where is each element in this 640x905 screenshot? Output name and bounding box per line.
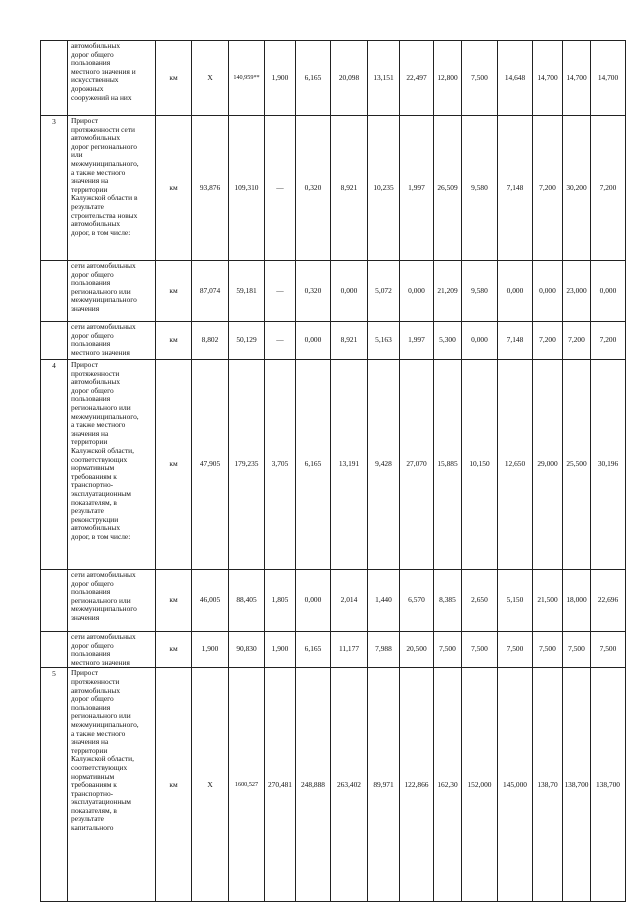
table-row [41,41,626,116]
value-cell: 1,900 [265,41,296,116]
value-cell: 1,900 [265,632,296,668]
value-cell: 3,705 [265,360,296,570]
value-cell: 7,148 [498,322,533,360]
value-cell: 6,165 [296,360,331,570]
value-cell: 7,200 [533,322,563,360]
value-cell: 0,000 [331,261,368,322]
value-cell: 8,921 [331,116,368,261]
value-cell: 21,209 [434,261,462,322]
road-indicators-table [40,40,626,902]
value-cell: 9,580 [462,116,498,261]
value-cell: 7,200 [591,116,626,261]
indicator-name-cell: сети автомобильных дорог общего пользования регионального или межмуниципального значения [68,261,156,322]
unit-cell: км [156,261,192,322]
value-cell: 138,700 [591,668,626,902]
value-cell: 10,150 [462,360,498,570]
value-cell: 12,800 [434,41,462,116]
value-cell: 0,320 [296,261,331,322]
value-cell: 7,200 [563,322,591,360]
value-cell: 6,165 [296,41,331,116]
value-cell: 1600,527 [229,668,265,902]
table-row [41,261,626,322]
value-cell: 162,30 [434,668,462,902]
value-cell: 13,151 [368,41,400,116]
value-cell: 7,500 [563,632,591,668]
value-cell: 7,200 [533,116,563,261]
indicator-name-cell: Прирост протяженности автомобильных дорог общего пользования регионального или межмуниципального, а также местного значения на территории Калужской области, соответствующих нормативным требованиям к транспортно- эксплуатационным показателям, в результате капитального [68,668,156,902]
value-cell: 0,000 [462,322,498,360]
value-cell: 1,900 [192,632,229,668]
row-number-cell [41,632,68,668]
indicator-name-cell: Прирост протяженности сети автомобильных дорог регионального или межмуниципального, а также местного значения на территории Калужской области в результате строительства новых автомобильных дорог, в том числе: [68,116,156,261]
value-cell: 1,440 [368,570,400,632]
indicator-name-cell: сети автомобильных дорог общего пользования местного значения [68,632,156,668]
value-cell: 18,000 [563,570,591,632]
value-cell: 0,000 [591,261,626,322]
value-cell: 1,997 [400,322,434,360]
value-cell: 7,500 [462,41,498,116]
value-cell: 59,181 [229,261,265,322]
row-number-cell [41,322,68,360]
value-cell: X [192,668,229,902]
table-row [41,322,626,360]
value-cell: 5,300 [434,322,462,360]
value-cell: 6,570 [400,570,434,632]
value-cell: 109,310 [229,116,265,261]
value-cell: — [265,116,296,261]
row-number-cell: 4 [41,360,68,570]
value-cell: 88,405 [229,570,265,632]
unit-cell: км [156,668,192,902]
value-cell: 0,000 [296,322,331,360]
value-cell: 5,150 [498,570,533,632]
indicator-name-cell: сети автомобильных дорог общего пользования местного значения [68,322,156,360]
value-cell: 0,000 [498,261,533,322]
value-cell: 50,129 [229,322,265,360]
value-cell: 122,866 [400,668,434,902]
value-cell: 145,000 [498,668,533,902]
table-row [41,632,626,668]
value-cell: 22,497 [400,41,434,116]
value-cell: 20,500 [400,632,434,668]
value-cell: — [265,261,296,322]
value-cell: 22,696 [591,570,626,632]
value-cell: 0,000 [400,261,434,322]
unit-cell: км [156,632,192,668]
value-cell: 7,500 [434,632,462,668]
value-cell: 138,700 [563,668,591,902]
value-cell: 7,148 [498,116,533,261]
table-body [41,41,626,902]
value-cell: 270,481 [265,668,296,902]
value-cell: 11,177 [331,632,368,668]
value-cell: 7,500 [462,632,498,668]
row-number-cell [41,41,68,116]
table-row [41,360,626,570]
value-cell: 27,070 [400,360,434,570]
value-cell: 12,650 [498,360,533,570]
value-cell: 6,165 [296,632,331,668]
value-cell: 263,402 [331,668,368,902]
value-cell: 7,988 [368,632,400,668]
row-number-cell: 3 [41,116,68,261]
value-cell: 140,959** [229,41,265,116]
value-cell: 10,235 [368,116,400,261]
value-cell: 8,385 [434,570,462,632]
value-cell: 0,320 [296,116,331,261]
value-cell: 14,700 [533,41,563,116]
table-row [41,668,626,902]
value-cell: 7,200 [591,322,626,360]
value-cell: X [192,41,229,116]
value-cell: 5,163 [368,322,400,360]
value-cell: 8,802 [192,322,229,360]
value-cell: 0,000 [296,570,331,632]
value-cell: 5,072 [368,261,400,322]
value-cell: 87,074 [192,261,229,322]
value-cell: 20,098 [331,41,368,116]
unit-cell: км [156,41,192,116]
value-cell: 90,830 [229,632,265,668]
unit-cell: км [156,116,192,261]
value-cell: 1,805 [265,570,296,632]
value-cell: 0,000 [533,261,563,322]
unit-cell: км [156,570,192,632]
value-cell: 7,500 [498,632,533,668]
value-cell: 9,428 [368,360,400,570]
table-row [41,116,626,261]
value-cell: 30,196 [591,360,626,570]
value-cell: 152,000 [462,668,498,902]
unit-cell: км [156,360,192,570]
indicator-name-cell: сети автомобильных дорог общего пользования регионального или межмуниципального значения [68,570,156,632]
value-cell: 7,500 [591,632,626,668]
value-cell: 23,000 [563,261,591,322]
value-cell: 14,648 [498,41,533,116]
value-cell: 47,905 [192,360,229,570]
value-cell: 2,650 [462,570,498,632]
value-cell: — [265,322,296,360]
value-cell: 26,509 [434,116,462,261]
indicator-name-cell: Прирост протяженности автомобильных дорог общего пользования регионального или межмуниципального, а также местного значения на территории Калужской области, соответствующих нормативным требованиям к транспортно- эксплуатационным показателям, в результате реконструкции автомобильных дорог, в том числе: [68,360,156,570]
value-cell: 15,885 [434,360,462,570]
value-cell: 248,888 [296,668,331,902]
value-cell: 13,191 [331,360,368,570]
value-cell: 138,70 [533,668,563,902]
value-cell: 29,000 [533,360,563,570]
value-cell: 2,014 [331,570,368,632]
row-number-cell: 5 [41,668,68,902]
value-cell: 9,580 [462,261,498,322]
value-cell: 25,500 [563,360,591,570]
value-cell: 179,235 [229,360,265,570]
value-cell: 14,700 [591,41,626,116]
unit-cell: км [156,322,192,360]
row-number-cell [41,570,68,632]
value-cell: 14,700 [563,41,591,116]
indicator-name-cell: автомобильных дорог общего пользования местного значения и искусственных дорожных сооружений на них [68,41,156,116]
value-cell: 7,500 [533,632,563,668]
value-cell: 8,921 [331,322,368,360]
value-cell: 30,200 [563,116,591,261]
table-row [41,570,626,632]
value-cell: 1,997 [400,116,434,261]
value-cell: 21,500 [533,570,563,632]
value-cell: 89,971 [368,668,400,902]
row-number-cell [41,261,68,322]
value-cell: 46,005 [192,570,229,632]
value-cell: 93,876 [192,116,229,261]
